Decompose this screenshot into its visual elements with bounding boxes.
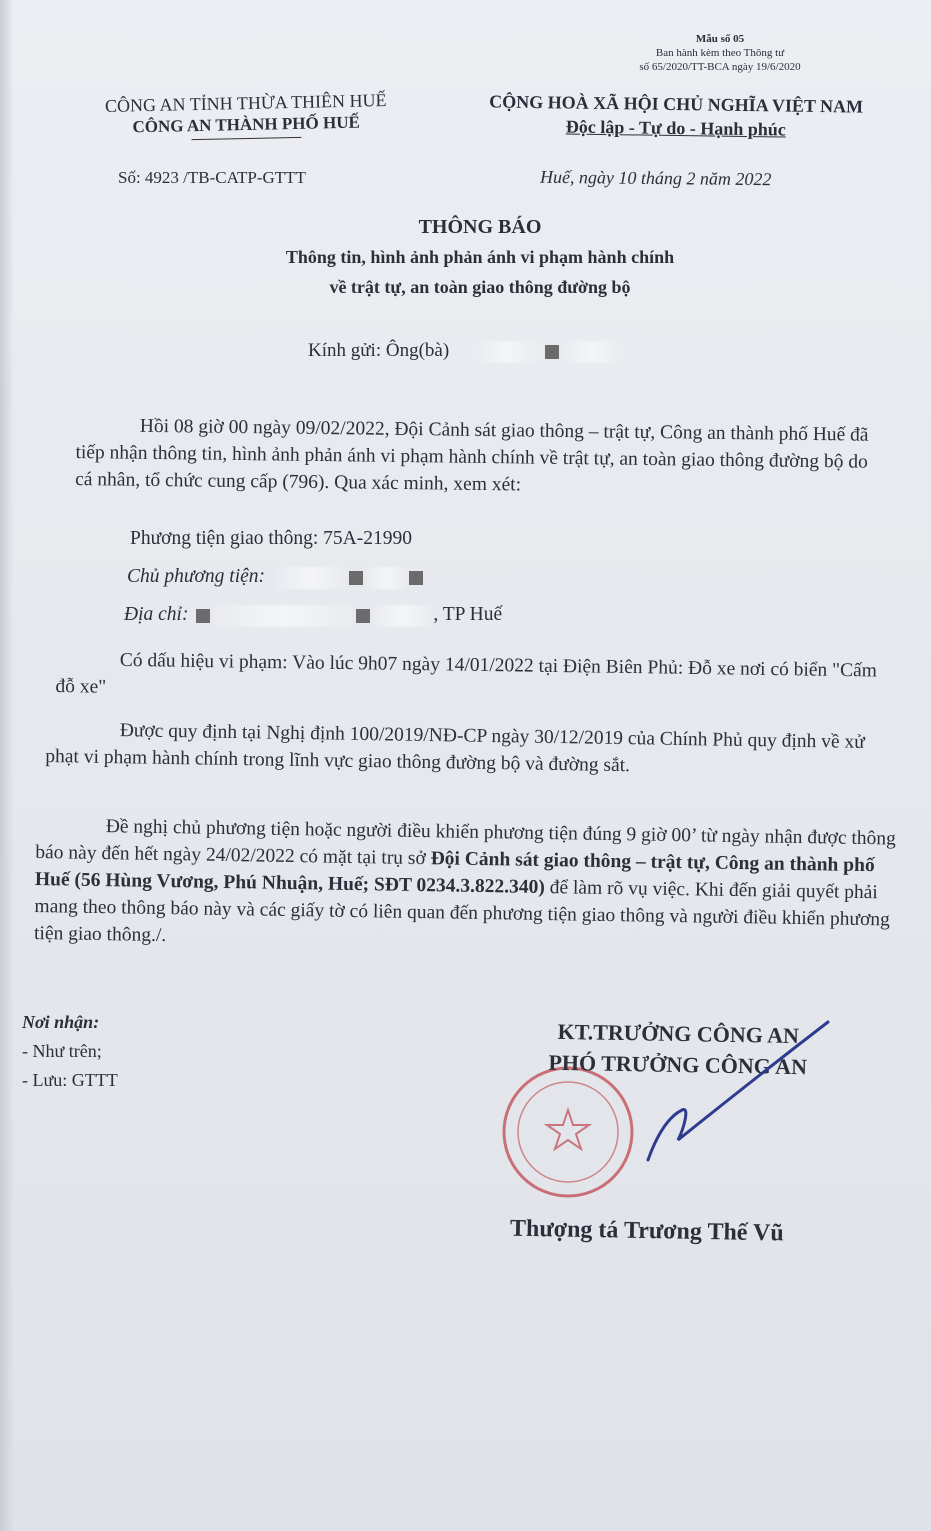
paragraph-legal-basis: Được quy định tại Nghị định 100/2019/NĐ-CP ngày 30/12/2019 của Chính Phủ quy định về xử phạt vi phạm hành chính trong lĩnh vực giao thông đường bộ và đường sắt. [45,720,866,777]
paragraph-request [34,812,906,961]
form-number: Mẫu số 05 [695,33,745,45]
national-header [446,89,907,143]
handwritten-signature [600,1020,840,1180]
paragraph-violation: Có dấu hiệu vi phạm: Vào lúc 9h07 ngày 14/01/2022 tại Điện Biên Phủ: Đỗ xe nơi có biển "Cấm đỗ xe" [55,649,878,698]
place-date: Huế, ngày 10 tháng 2 năm 2022 [539,166,772,190]
recipients-block [22,1008,118,1095]
address-line [124,604,502,627]
title-subtitle-2: về trật tự, an toàn giao thông đường bộ [329,277,631,297]
form-issued-line-2: số 65/2020/TT-BCA ngày 19/6/2020 [639,61,801,73]
redaction-pixel [545,345,559,359]
recipient-item: - Lưu: GTTT [22,1070,118,1090]
document-title [230,212,730,302]
redaction-pixel [349,571,363,585]
addressee-line [308,340,622,363]
form-issued-line-1: Ban hành kèm theo Thông tư [655,47,785,59]
recipients-heading: Nơi nhận: [22,1012,100,1032]
agency-line-1: CÔNG AN TỈNH THỪA THIÊN HUẾ [104,90,387,116]
issuing-agency [76,88,417,142]
owner-label: Chủ phương tiện: [127,566,266,587]
redacted-owner [276,567,346,589]
republic-name: CỘNG HOÀ XÃ HỘI CHỦ NGHĨA VIỆT NAM [489,91,864,117]
recipient-item: - Như trên; [22,1041,102,1061]
redacted-address [213,605,353,627]
form-number-block [600,32,840,74]
signature-line-1: KT.TRƯỞNG CÔNG AN [557,1018,800,1049]
agency-line-2: CÔNG AN THÀNH PHỐ HUẾ [132,112,361,137]
addressee-label: Kính gửi: Ông(bà) [308,340,450,361]
signature-line-2: PHÓ TRƯỞNG CÔNG AN [548,1049,808,1080]
owner-line [127,566,426,589]
redacted-owner-mid [366,567,406,589]
national-motto: Độc lập - Tự do - Hạnh phúc [565,116,786,140]
redacted-name-tail [562,341,622,363]
request-text-2: để làm rõ vụ việc. Khi đến giải quyết phải mang theo thông báo này và các giấy tờ có liên quan đến phương tiện giao thông và người điều khiển phương tiện giao thông./. [33,877,891,947]
vehicle-line: Phương tiện giao thông: 75A-21990 [130,528,412,549]
redaction-pixel [409,571,423,585]
request-text-1: Đề nghị chủ phương tiện hoặc người điều khiển phương tiện đúng 9 giờ 00’ từ ngày nhận được thông báo này đến hết ngày 24/02/2022 có mặt tại trụ sở [35,816,897,870]
page-edge-shadow [0,0,14,1531]
redaction-pixel [356,609,370,623]
signer-name: Thượng tá Trương Thế Vũ [509,1215,784,1247]
request-office: Đội Cảnh sát giao thông – trật tự, Công an thành phố Huế (56 Hùng Vương, Phú Nhuận, Huế; SĐT 0234.3.822.340) [34,848,875,899]
address-label: Địa chỉ: [124,604,189,625]
document-number: Số: 4923 /TB-CATP-GTTT [118,168,306,187]
paragraph-intake: Hồi 08 giờ 00 ngày 09/02/2022, Đội Cảnh sát giao thông – trật tự, Công an thành phố Huế đã tiếp nhận thông tin, hình ảnh phản ánh vi phạm hành chính về trật tự, an toàn giao thông đường bộ do cá nhân, tổ chức cung cấp (796). Qua xác minh, xem xét: [75,415,869,496]
address-tail: , TP Huế [433,604,503,625]
redacted-address-tail [373,605,433,627]
title-subtitle-1: Thông tin, hình ảnh phản ánh vi phạm hành chính [285,247,675,267]
redaction-pixel [196,609,210,623]
title-main: THÔNG BÁO [418,216,542,238]
redacted-name [472,341,542,363]
